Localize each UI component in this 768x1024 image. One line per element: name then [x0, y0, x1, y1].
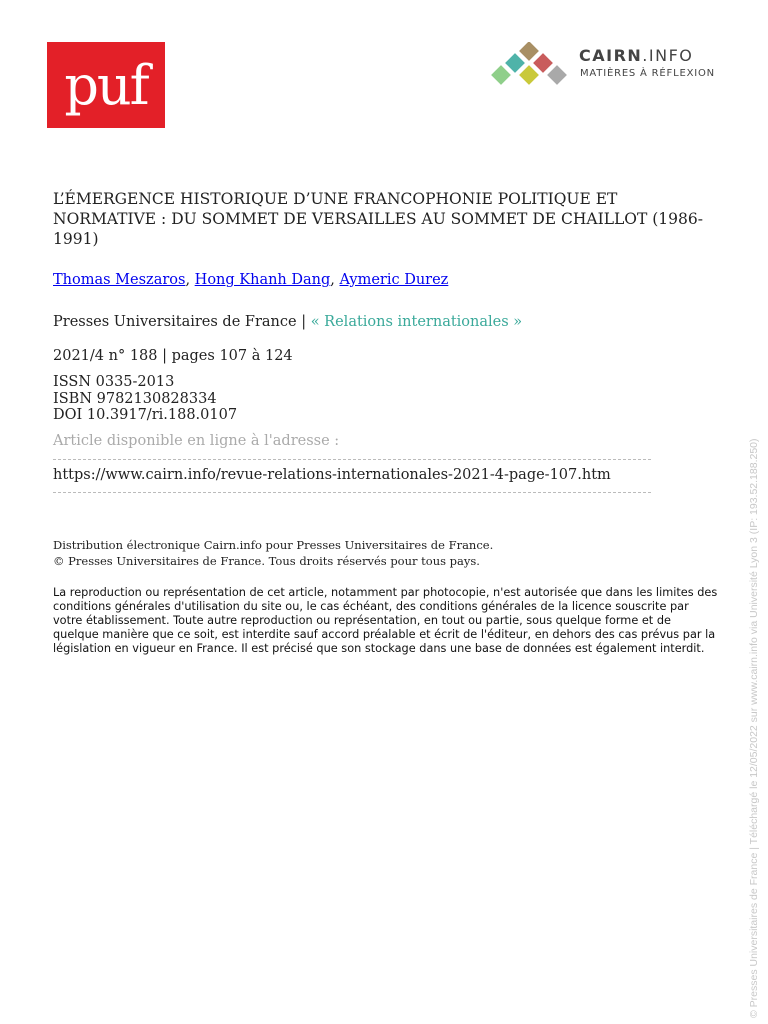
author-list: Thomas Meszaros, Hong Khanh Dang, Aymeric Durez — [53, 272, 449, 288]
publisher-name: Presses Universitaires de France — [53, 314, 297, 330]
distribution-line: Distribution électronique Cairn.info pour Presses Universitaires de France. — [53, 538, 494, 552]
cairn-wordmark — [579, 46, 693, 65]
distribution-notice — [53, 537, 493, 569]
divider — [53, 459, 651, 460]
cairn-name: CAIRN — [579, 46, 643, 65]
legal-notice: La reproduction ou représentation de cet article, notamment par photocopie, n'est autorisée que dans les limites des conditions générales d'utilisation du site ou, le cas échéant, des conditions générales de la licence souscrite par votre établissement. Toute autre reproduction ou représentation, en tout ou partie, sous quelque forme et de quelque manière que ce soit, est interdite sauf accord préalable et écrit de l'éditeur, en dehors des cas prévus par la législation en vigueur en France. Il est précisé que son stockage dans une base de données est également interdit. — [53, 586, 718, 655]
issn: ISSN 0335-2013 — [53, 374, 175, 390]
cairn-diamond — [505, 53, 525, 73]
copyright-line: © Presses Universitaires de France. Tous droits réservés pour tous pays. — [53, 554, 480, 568]
author-link[interactable]: Thomas Meszaros — [53, 272, 186, 288]
divider — [53, 492, 651, 493]
cairn-diamond — [491, 65, 511, 85]
doi: DOI 10.3917/ri.188.0107 — [53, 407, 238, 423]
cairn-diamond — [519, 42, 539, 61]
publisher-line — [53, 314, 522, 330]
cairn-diamond — [519, 65, 539, 85]
cairn-diamond — [533, 53, 553, 73]
cairn-tagline: MATIÈRES À RÉFLEXION — [580, 68, 715, 79]
author-link[interactable]: Hong Khanh Dang — [194, 272, 331, 288]
isbn: ISBN 9782130828334 — [53, 390, 217, 407]
puf-logo — [47, 42, 165, 128]
cairn-diamond — [547, 65, 567, 85]
cairn-suffix: .INFO — [642, 46, 694, 65]
issue-info: 2021/4 n° 188 | pages 107 à 124 — [53, 348, 293, 364]
identifiers — [53, 374, 237, 424]
publisher-separator: | — [296, 314, 311, 330]
puf-logo-text: puf — [64, 53, 148, 117]
article-title: L’ÉMERGENCE HISTORIQUE D’UNE FRANCOPHONIE POLITIQUE ET NORMATIVE : DU SOMMET DE VERSAILLES AU SOMMET DE CHAILLOT (1986-1991) — [53, 190, 703, 248]
article-url[interactable]: https://www.cairn.info/revue-relations-internationales-2021-4-page-107.htm — [53, 467, 611, 483]
download-watermark: © Presses Universitaires de France | Téléchargé le 12/05/2022 sur www.cairn.info via Université Lyon 3 (IP: 193.52.188.250) — [748, 438, 760, 1018]
cairn-logo-mark — [488, 42, 570, 90]
series-link[interactable]: « Relations internationales » — [310, 314, 523, 330]
availability-label: Article disponible en ligne à l'adresse : — [53, 433, 340, 449]
author-link[interactable]: Aymeric Durez — [339, 272, 449, 288]
